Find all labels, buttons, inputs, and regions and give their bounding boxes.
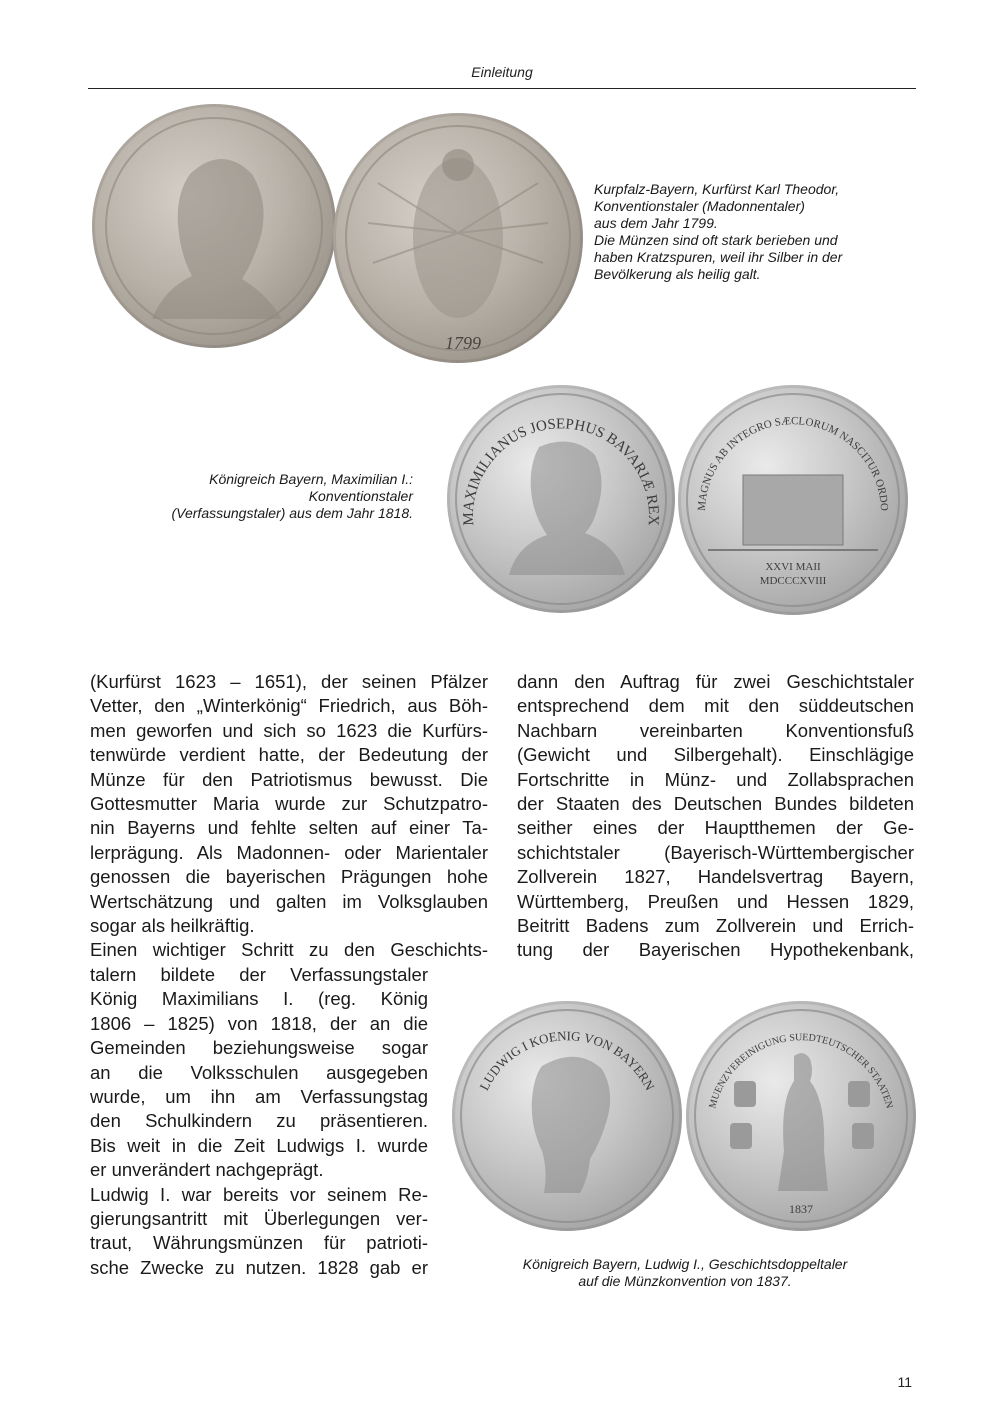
caption-line: Die Münzen sind oft stark berieben und: [594, 232, 838, 248]
caption-line: aus dem Jahr 1799.: [594, 215, 718, 231]
body-line: seither eines der Hauptthemen der Ge-: [517, 817, 914, 839]
body-column-1-top: [90, 670, 488, 963]
coin-image-verfassungstaler-reverse: [678, 385, 908, 615]
body-line: genossen die bayerischen Prägungen hohe: [90, 866, 488, 888]
body-line: dann den Auftrag für zwei Geschichtstaler: [517, 671, 914, 692]
body-column-1-bottom: [90, 963, 428, 1280]
coin-image-verfassungstaler-obverse: [447, 385, 675, 613]
caption-line: Kurpfalz-Bayern, Kurfürst Karl Theodor,: [594, 181, 840, 197]
body-line: (Kurfürst 1623 – 1651), der seinen Pfälzer: [90, 671, 488, 692]
caption-line: haben Kratzspuren, weil ihr Silber in der: [594, 249, 843, 265]
coin-date-1837: 1837: [789, 1202, 813, 1216]
coin-image-madonnentaler-obverse: [92, 104, 336, 348]
body-line: Zollverein 1827, Handelsvertrag Bayern,: [517, 866, 914, 888]
body-line: talern bildete der Verfassungstaler: [90, 964, 428, 985]
page-number: 11: [897, 1374, 912, 1390]
body-line: schichtstaler (Bayerisch-Württembergischer: [517, 841, 914, 863]
caption-line: Konventionstaler (Madonnentaler): [594, 198, 805, 214]
body-line: gierungsantritt mit Überlegungen ver-: [90, 1208, 428, 1230]
coin-date-line: XXVI MAII: [765, 561, 821, 573]
caption-line: Bevölkerung als heilig galt.: [594, 266, 761, 282]
caption-kurpfalz: [594, 181, 914, 283]
body-column-2: [517, 670, 914, 963]
caption-line: Konventionstaler: [308, 488, 413, 504]
body-line: König Maximilians I. (reg. König: [90, 988, 428, 1010]
coin-legend: MAGNUS AB INTEGRO SÆCLORUM NASCITUR ORDO: [695, 415, 891, 512]
body-line: sche Zwecke zu nutzen. 1828 gab er: [90, 1256, 428, 1278]
body-line: nin Bayerns und fehlte selten auf einer Ta-: [90, 817, 488, 839]
body-line: lerprägung. Als Madonnen- oder Marientaler: [90, 841, 488, 863]
caption-ludwig: [452, 1256, 918, 1290]
body-line: Einen wichtiger Schritt zu den Geschichts-: [90, 939, 488, 961]
body-line: men geworfen und sich so 1623 die Kurfürs-: [90, 719, 488, 741]
body-line: Nachbarn vereinbarten Konventionsfuß: [517, 719, 914, 741]
body-line: traut, Währungsmünzen für patrioti-: [90, 1232, 428, 1254]
body-line: Fortschritte in Münz- und Zollabsprachen: [517, 768, 914, 790]
body-line: sogar als heilkräftig.: [90, 915, 255, 937]
coin-legend: LUDWIG I KOENIG VON BAYERN: [476, 1028, 658, 1093]
body-line: Gottesmutter Maria wurde zur Schutzpatro-: [90, 793, 488, 815]
coin-image-ludwig-obverse: [452, 1001, 682, 1231]
body-line: Ludwig I. war bereits vor seinem Re-: [90, 1183, 428, 1205]
body-line: Vetter, den „Winterkönig“ Friedrich, aus Böh-: [90, 695, 488, 717]
body-line: wurde, um ihn am Verfassungstag: [90, 1086, 428, 1108]
body-line: Gemeinden beziehungsweise sogar: [90, 1037, 428, 1059]
caption-line: auf die Münzkonvention von 1837.: [578, 1273, 792, 1289]
caption-line: Königreich Bayern, Ludwig I., Geschichtsdoppeltaler: [522, 1256, 848, 1272]
body-line: tenwürde verdient hatte, der Bedeutung der: [90, 744, 488, 766]
body-line: Münze für den Patriotismus bewusst. Die: [90, 768, 488, 790]
body-line: Württemberg, Preußen und Hessen 1829,: [517, 890, 914, 912]
coin-image-ludwig-reverse: [686, 1001, 916, 1231]
header-rule: [88, 88, 916, 89]
body-line: tung der Bayerischen Hypothekenbank,: [517, 939, 914, 961]
caption-line: Königreich Bayern, Maximilian I.:: [209, 471, 413, 487]
running-header: Einleitung: [471, 64, 533, 80]
body-line: er unverändert nachgeprägt.: [90, 1159, 324, 1181]
body-line: Beitritt Badens zum Zollverein und Errich-: [517, 915, 914, 937]
caption-maximilian: [100, 471, 413, 522]
body-line: Bis weit in die Zeit Ludwigs I. wurde: [90, 1134, 428, 1156]
coin-date-line: MDCCCXVIII: [759, 575, 827, 587]
coin-legend: MAXIMILIANUS JOSEPHUS BAVARIÆ REX: [460, 416, 662, 527]
body-line: entsprechend dem mit den süddeutschen: [517, 695, 914, 717]
coin-image-madonnentaler-reverse: [333, 113, 583, 363]
coin-date-1799: 1799: [445, 333, 481, 353]
body-line: den Schulkindern zu präsentieren.: [90, 1110, 428, 1132]
body-line: an die Volksschulen ausgegeben: [90, 1061, 428, 1083]
body-line: Wertschätzung und galten im Volksglauben: [90, 890, 488, 912]
caption-line: (Verfassungstaler) aus dem Jahr 1818.: [171, 505, 413, 521]
body-line: der Staaten des Deutschen Bundes bildeten: [517, 793, 914, 815]
coin-legend: MUENZVEREINIGUNG SUEDTEUTSCHER STAATEN: [707, 1032, 895, 1110]
body-line: 1806 – 1825) von 1818, der an die: [90, 1012, 428, 1034]
body-line: (Gewicht und Silbergehalt). Einschlägige: [517, 744, 914, 766]
